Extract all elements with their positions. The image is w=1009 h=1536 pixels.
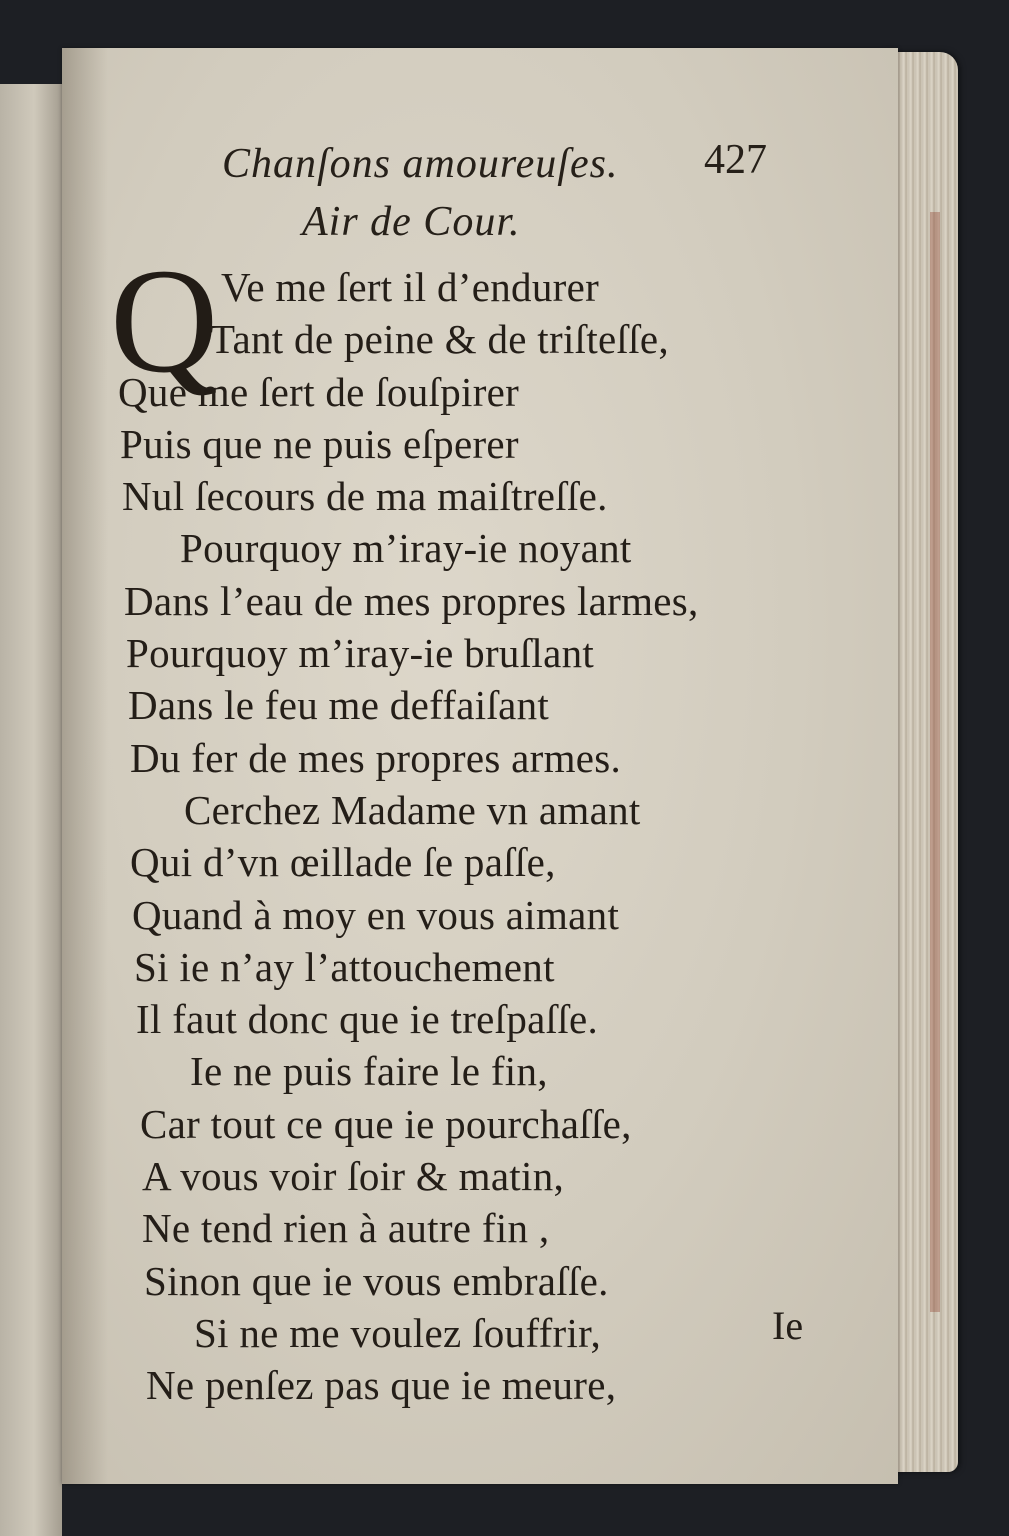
book-page <box>62 48 898 1484</box>
verse-line: Ne tend rien à autre fin , <box>142 1205 550 1252</box>
verse-line: Dans le feu me deffaiſant <box>128 682 550 729</box>
verse-line: Que me ſert de ſouſpirer <box>118 368 520 415</box>
verse-line: Dans l’eau de mes propres larmes, <box>124 577 699 624</box>
verse-line: Ve me ſert il d’endurer <box>221 264 600 310</box>
verse-line: Si ie n’ay l’attouchement <box>134 943 555 990</box>
verse-line: Pourquoy m’iray-ie bruſlant <box>126 630 595 677</box>
verse-line: Qui d’vn œillade ſe paſſe, <box>130 839 556 886</box>
verse-line: Tant de peine & de triſteſſe, <box>210 316 669 363</box>
verse-line: Car tout ce que ie pourchaſſe, <box>140 1100 632 1147</box>
verse-line: Sinon que ie vous embraſſe. <box>144 1257 609 1304</box>
verse-line: Puis que ne puis eſperer <box>120 420 519 467</box>
facing-page-edge <box>0 84 62 1536</box>
verse-line: Du fer de mes propres armes. <box>130 734 622 781</box>
poem-text <box>62 261 898 1412</box>
page-number: 427 <box>704 137 767 183</box>
verse-line: Si ne me voulez ſouffrir, <box>194 1309 602 1356</box>
verse-line: Ne penſez pas que ie meure, <box>146 1362 617 1409</box>
verse-line: Pourquoy m’iray-ie noyant <box>180 525 632 572</box>
verse-line: Nul ſecours de ma maiſtreſſe. <box>122 473 608 520</box>
page-header <box>62 137 898 200</box>
catchword: Ie <box>772 1303 804 1348</box>
verse-line: Quand à moy en vous aimant <box>132 891 620 938</box>
running-title: Chanſons amoureuſes. <box>222 141 619 187</box>
section-title: Air de Cour. <box>302 199 521 245</box>
verse-line: A vous voir ſoir & matin, <box>142 1153 565 1200</box>
verse-line: Cerchez Madame vn amant <box>184 786 641 833</box>
drop-cap-initial: Q <box>110 238 219 404</box>
verse-line: Ie ne puis faire le fin, <box>190 1048 548 1095</box>
verse-line: Il faut donc que ie treſpaſſe. <box>136 996 599 1043</box>
